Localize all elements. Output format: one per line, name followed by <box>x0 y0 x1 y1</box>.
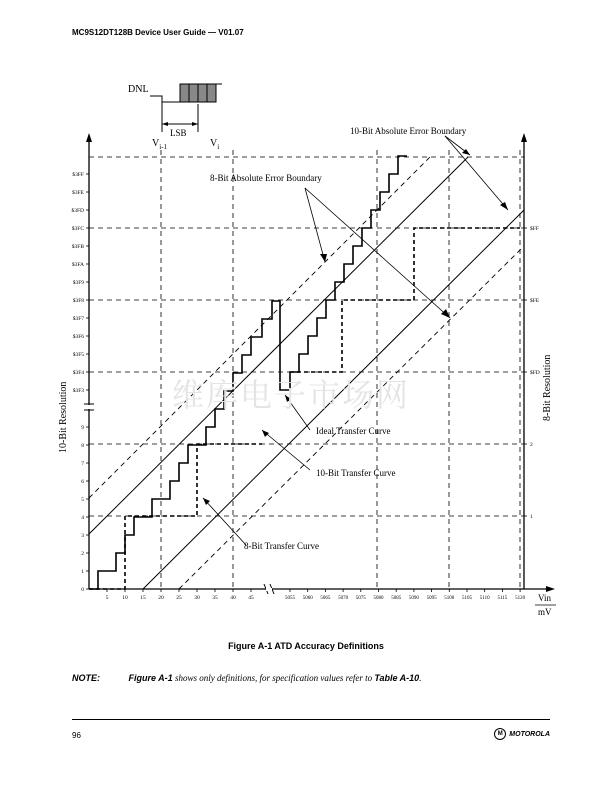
x-unit-den: mV <box>538 607 552 617</box>
left-tick-label: 6 <box>81 479 84 485</box>
lsb-label: LSB <box>170 128 187 138</box>
footer-rule <box>72 719 550 720</box>
left-tick-label: 8 <box>81 443 84 449</box>
left-tick-label: 4 <box>81 515 84 521</box>
page-header: MC9S12DT128B Device User Guide — V01.07 <box>72 28 244 37</box>
note-text: shows only definitions, for specification values refer to <box>172 673 375 683</box>
left-tick-label: $3FB <box>71 244 84 250</box>
left-tick-label: 2 <box>81 551 84 557</box>
motorola-logo-icon: M <box>494 728 506 740</box>
x-tick-label: 15 <box>140 595 146 601</box>
x-unit-num: Vin <box>538 593 551 603</box>
10bit-transfer-curve <box>89 156 407 589</box>
dnl-label: DNL <box>128 84 149 95</box>
note-label: NOTE: <box>72 673 100 683</box>
brand-logo <box>494 728 550 740</box>
left-tick-label: 9 <box>81 425 84 431</box>
left-tick-label: $3F6 <box>72 334 84 340</box>
axes <box>84 133 555 594</box>
x-tick-label: 35 <box>212 595 218 601</box>
left-axis-title: 10-Bit Resolution <box>58 381 69 453</box>
label-8bit-boundary: 8-Bit Absolute Error Boundary <box>210 173 322 183</box>
x-tick-label: 5085 <box>391 596 402 601</box>
left-tick-label: 7 <box>81 461 84 467</box>
left-tick-label: $3FE <box>72 190 84 196</box>
left-tick-label: 1 <box>81 569 84 575</box>
note-fig-ref: Figure A-1 <box>128 673 173 683</box>
left-tick-label: $3FF <box>72 172 84 178</box>
error-boundaries <box>89 157 524 589</box>
x-tick-label: 5120 <box>515 596 526 601</box>
8bit-lower-boundary <box>179 246 524 589</box>
left-tick-label: 3 <box>81 533 84 539</box>
left-tick-label: $3F8 <box>72 298 84 304</box>
x-tick-label: 5110 <box>479 596 490 601</box>
x-tick-label: 5080 <box>373 596 384 601</box>
right-tick-label: 2 <box>530 442 533 448</box>
right-tick-label: 1 <box>530 514 533 520</box>
right-tick-label: $FF <box>530 226 539 232</box>
note-table-ref: Table A-10 <box>374 673 420 683</box>
x-tick-label: 5060 <box>302 596 313 601</box>
pointer-arrowheads <box>203 149 508 505</box>
x-tick-label: 5100 <box>444 596 455 601</box>
x-tick-label: 5095 <box>426 596 437 601</box>
left-tick-label: $3F3 <box>72 388 84 394</box>
left-tick-label: $3FC <box>71 226 84 232</box>
x-tick-label: 5075 <box>355 596 366 601</box>
note: NOTE: Figure A-1 shows only definitions, for specification values refer to Table A-10. <box>72 673 422 683</box>
left-tick-label: 5 <box>81 497 84 503</box>
page-number: 96 <box>72 731 81 740</box>
x-tick-label: 30 <box>194 595 200 601</box>
left-tick-label: $3F7 <box>72 316 84 322</box>
brand-name: MOTOROLA <box>509 730 550 738</box>
gridlines <box>89 150 524 589</box>
left-tick-label: $3F4 <box>72 370 84 376</box>
label-10bit-boundary: 10-Bit Absolute Error Boundary <box>350 126 467 136</box>
dnl-inset <box>128 84 222 151</box>
label-ideal-curve: Ideal Transfer Curve <box>316 426 391 436</box>
x-tick-label: 5 <box>105 595 109 601</box>
x-tick-label: 40 <box>230 595 236 601</box>
left-tick-label: 0 <box>81 587 84 593</box>
x-tick-label: 5105 <box>462 596 472 601</box>
watermark: 维库电子市场网 <box>172 377 411 413</box>
x-tick-label: 5055 <box>285 596 295 601</box>
left-tick-label: $3F5 <box>72 352 84 358</box>
left-tick-label: $3FD <box>71 208 84 214</box>
10bit-upper-boundary <box>89 157 468 534</box>
x-tick-label: 20 <box>158 595 164 601</box>
figure-caption: Figure A-1 ATD Accuracy Definitions <box>228 641 384 651</box>
right-tick-label: $FE <box>530 298 540 304</box>
v-label: $V_i$ <box>210 138 220 151</box>
8bit-upper-boundary <box>89 157 430 498</box>
x-tick-label: 5070 <box>338 596 349 601</box>
x-tick-label: 5090 <box>408 596 419 601</box>
right-axis-title: 8-Bit Resolution <box>542 354 553 421</box>
left-tick-label: $3F9 <box>72 280 84 286</box>
x-tick-label: 25 <box>176 595 182 601</box>
label-10bit-curve: 10-Bit Transfer Curve <box>316 468 396 478</box>
x-tick-label: 5115 <box>497 596 508 601</box>
right-tick-label: $FD <box>530 370 540 376</box>
v-prev-label: $V_{i-1}$ <box>152 138 168 151</box>
x-tick-label: 10 <box>122 595 128 601</box>
left-tick-label: $3FA <box>71 262 84 268</box>
label-8bit-curve: 8-Bit Transfer Curve <box>244 541 319 551</box>
x-tick-label: 5065 <box>320 596 331 601</box>
x-tick-label: 45 <box>248 595 254 601</box>
